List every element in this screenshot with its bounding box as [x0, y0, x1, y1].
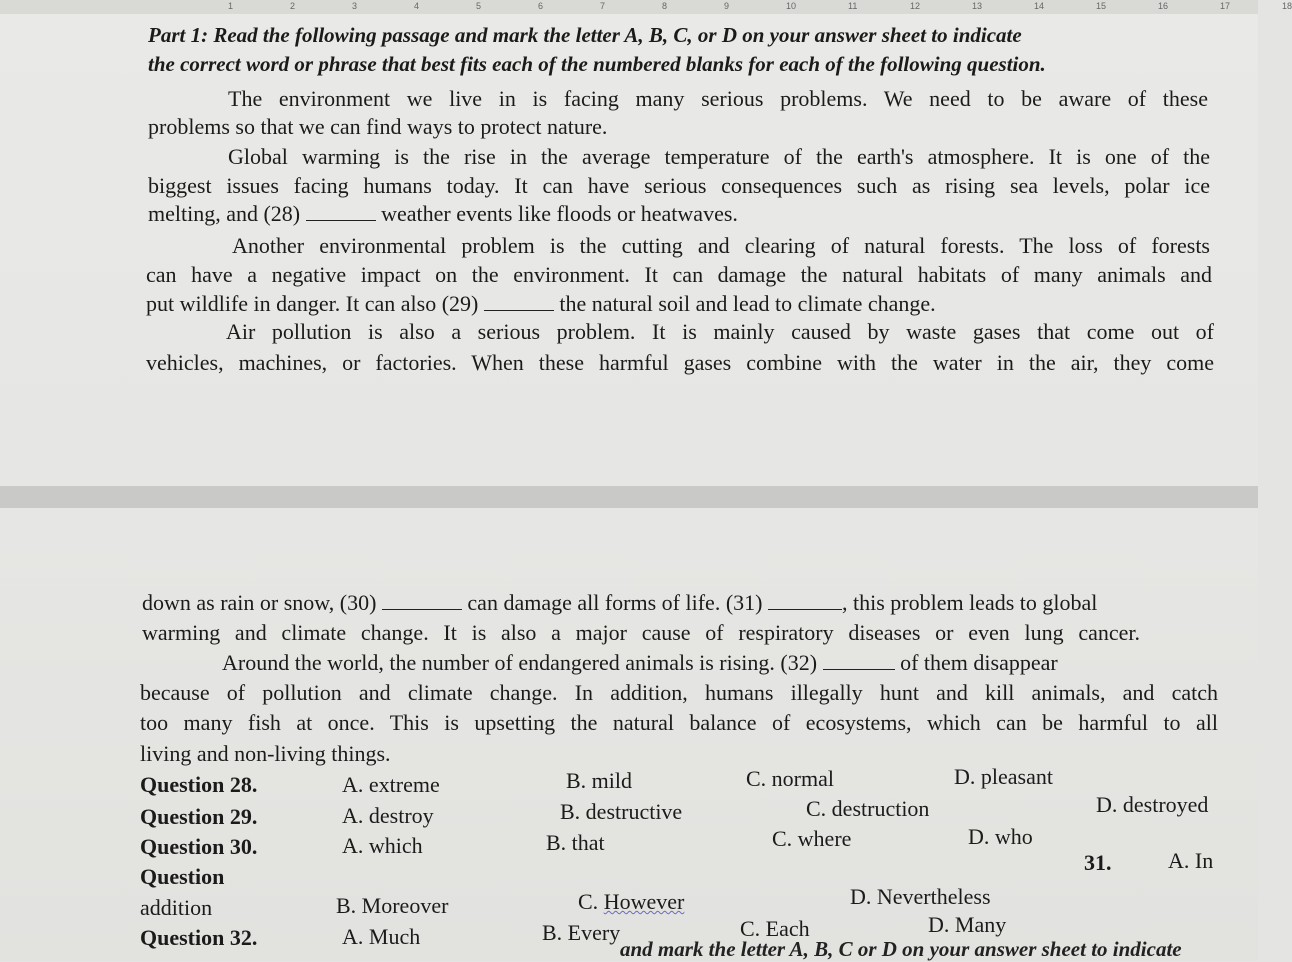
option-31-a-continued: addition — [140, 895, 213, 920]
instruction-heading-line-1: Part 1: Read the following passage and mark the letter A, B, C, or D on your answer sheet to indicate — [148, 23, 1022, 47]
ruler-number: 13 — [972, 1, 983, 11]
option-30-b[interactable]: B. that — [546, 830, 605, 855]
instruction-heading-line-2: the correct word or phrase that best fits each of the numbered blanks for each of the following question. — [148, 52, 1046, 76]
question-28-label: Question 28. — [140, 772, 258, 797]
ruler — [0, 0, 1292, 15]
passage-line: because of pollution and climate change. In addition, humans illegally hunt and kill animals, and catch — [140, 680, 1218, 705]
passage-line: too many fish at once. This is upsetting the natural balance of ecosystems, which can be harmful to all — [140, 710, 1218, 735]
ruler-number: 8 — [662, 1, 668, 11]
passage-text: weather events like floods or heatwaves. — [381, 201, 738, 226]
option-32-d[interactable]: D. Many — [928, 912, 1007, 937]
passage-line-blank-32 — [222, 650, 1058, 676]
passage-line: Air pollution is also a serious problem. It is mainly caused by waste gases that come out of — [226, 319, 1214, 344]
passage-line: can have a negative impact on the environment. It can damage the natural habitats of many animals and — [146, 262, 1212, 287]
passage-line: problems so that we can find ways to protect nature. — [148, 114, 608, 139]
passage-text: melting, and (28) — [148, 201, 301, 226]
passage-line: Another environmental problem is the cutting and clearing of natural forests. The loss of forests — [232, 233, 1210, 258]
option-30-a[interactable]: A. which — [342, 833, 423, 858]
page-break — [0, 486, 1258, 508]
passage-text: put wildlife in danger. It can also (29) — [146, 291, 479, 316]
option-32-b[interactable]: B. Every — [542, 920, 621, 945]
question-29-label: Question 29. — [140, 804, 258, 829]
option-32-a[interactable]: A. Much — [342, 924, 421, 949]
passage-line-blank-30-31 — [142, 590, 1097, 616]
option-28-a[interactable]: A. extreme — [342, 772, 440, 797]
ruler-number: 10 — [786, 1, 797, 11]
blank-28[interactable] — [306, 202, 376, 221]
option-28-d[interactable]: D. pleasant — [954, 764, 1053, 789]
spellcheck-underline: However — [603, 889, 685, 914]
blank-30[interactable] — [382, 591, 462, 610]
passage-text: , this problem leads to global — [841, 590, 1098, 615]
ruler-number: 4 — [414, 1, 420, 11]
ruler-number: 9 — [724, 1, 730, 11]
option-29-a[interactable]: A. destroy — [342, 803, 434, 828]
ruler-number: 17 — [1220, 1, 1231, 11]
option-32-c[interactable]: C. Each — [740, 916, 810, 941]
ruler-number: 1 — [228, 1, 234, 11]
ruler-number: 2 — [290, 1, 296, 11]
ruler-number: 18 — [1282, 1, 1292, 11]
blank-32[interactable] — [823, 651, 895, 670]
question-31-number: 31. — [1084, 850, 1112, 875]
question-32-label: Question 32. — [140, 925, 258, 950]
passage-line-blank-29 — [146, 291, 936, 317]
passage-text: Around the world, the number of endangered animals is rising. (32) — [222, 650, 818, 675]
question-30-label: Question 30. — [140, 834, 258, 859]
passage-text: the natural soil and lead to climate change. — [559, 291, 936, 316]
option-29-c[interactable]: C. destruction — [806, 796, 930, 821]
ruler-number: 3 — [352, 1, 358, 11]
passage-text: down as rain or snow, (30) — [142, 590, 377, 615]
ruler-number: 15 — [1096, 1, 1107, 11]
ruler-number: 12 — [910, 1, 921, 11]
ruler-number: 7 — [600, 1, 606, 11]
next-part-heading-cutoff: and mark the letter A, B, C or D on your answer sheet to indicate — [620, 937, 1182, 961]
option-29-d[interactable]: D. destroyed — [1096, 792, 1209, 817]
option-28-b[interactable]: B. mild — [566, 768, 633, 793]
passage-line: biggest issues facing humans today. It can have serious consequences such as rising sea levels, polar ice — [148, 173, 1210, 198]
passage-line: living and non-living things. — [140, 741, 391, 766]
ruler-number: 5 — [476, 1, 482, 11]
ruler-number: 16 — [1158, 1, 1169, 11]
option-31-c[interactable] — [578, 889, 684, 915]
option-31-b[interactable]: B. Moreover — [336, 893, 449, 918]
passage-text: can damage all forms of life. (31) — [467, 590, 763, 615]
option-30-c[interactable]: C. where — [772, 826, 852, 851]
passage-line: vehicles, machines, or factories. When these harmful gases combine with the water in the air, they come — [146, 350, 1214, 375]
ruler-number: 6 — [538, 1, 544, 11]
passage-line: Global warming is the rise in the average temperature of the earth's atmosphere. It is one of the — [228, 144, 1210, 169]
passage-line: warming and climate change. It is also a major cause of respiratory diseases or even lung cancer. — [142, 620, 1140, 645]
blank-29[interactable] — [484, 292, 554, 311]
option-31-a[interactable]: A. In — [1168, 848, 1214, 873]
option-29-b[interactable]: B. destructive — [560, 799, 683, 824]
option-28-c[interactable]: C. normal — [746, 766, 834, 791]
option-31-c-text: C. However — [578, 889, 685, 914]
passage-line-blank-28 — [148, 201, 738, 227]
option-30-d[interactable]: D. who — [968, 824, 1033, 849]
ruler-number: 11 — [848, 1, 858, 11]
question-31-label: Question — [140, 864, 225, 889]
option-31-d[interactable]: D. Nevertheless — [850, 884, 991, 909]
passage-text: of them disappear — [900, 650, 1058, 675]
ruler-number: 14 — [1034, 1, 1045, 11]
passage-line: The environment we live in is facing many serious problems. We need to be aware of these — [228, 86, 1208, 111]
blank-31[interactable] — [768, 591, 842, 610]
